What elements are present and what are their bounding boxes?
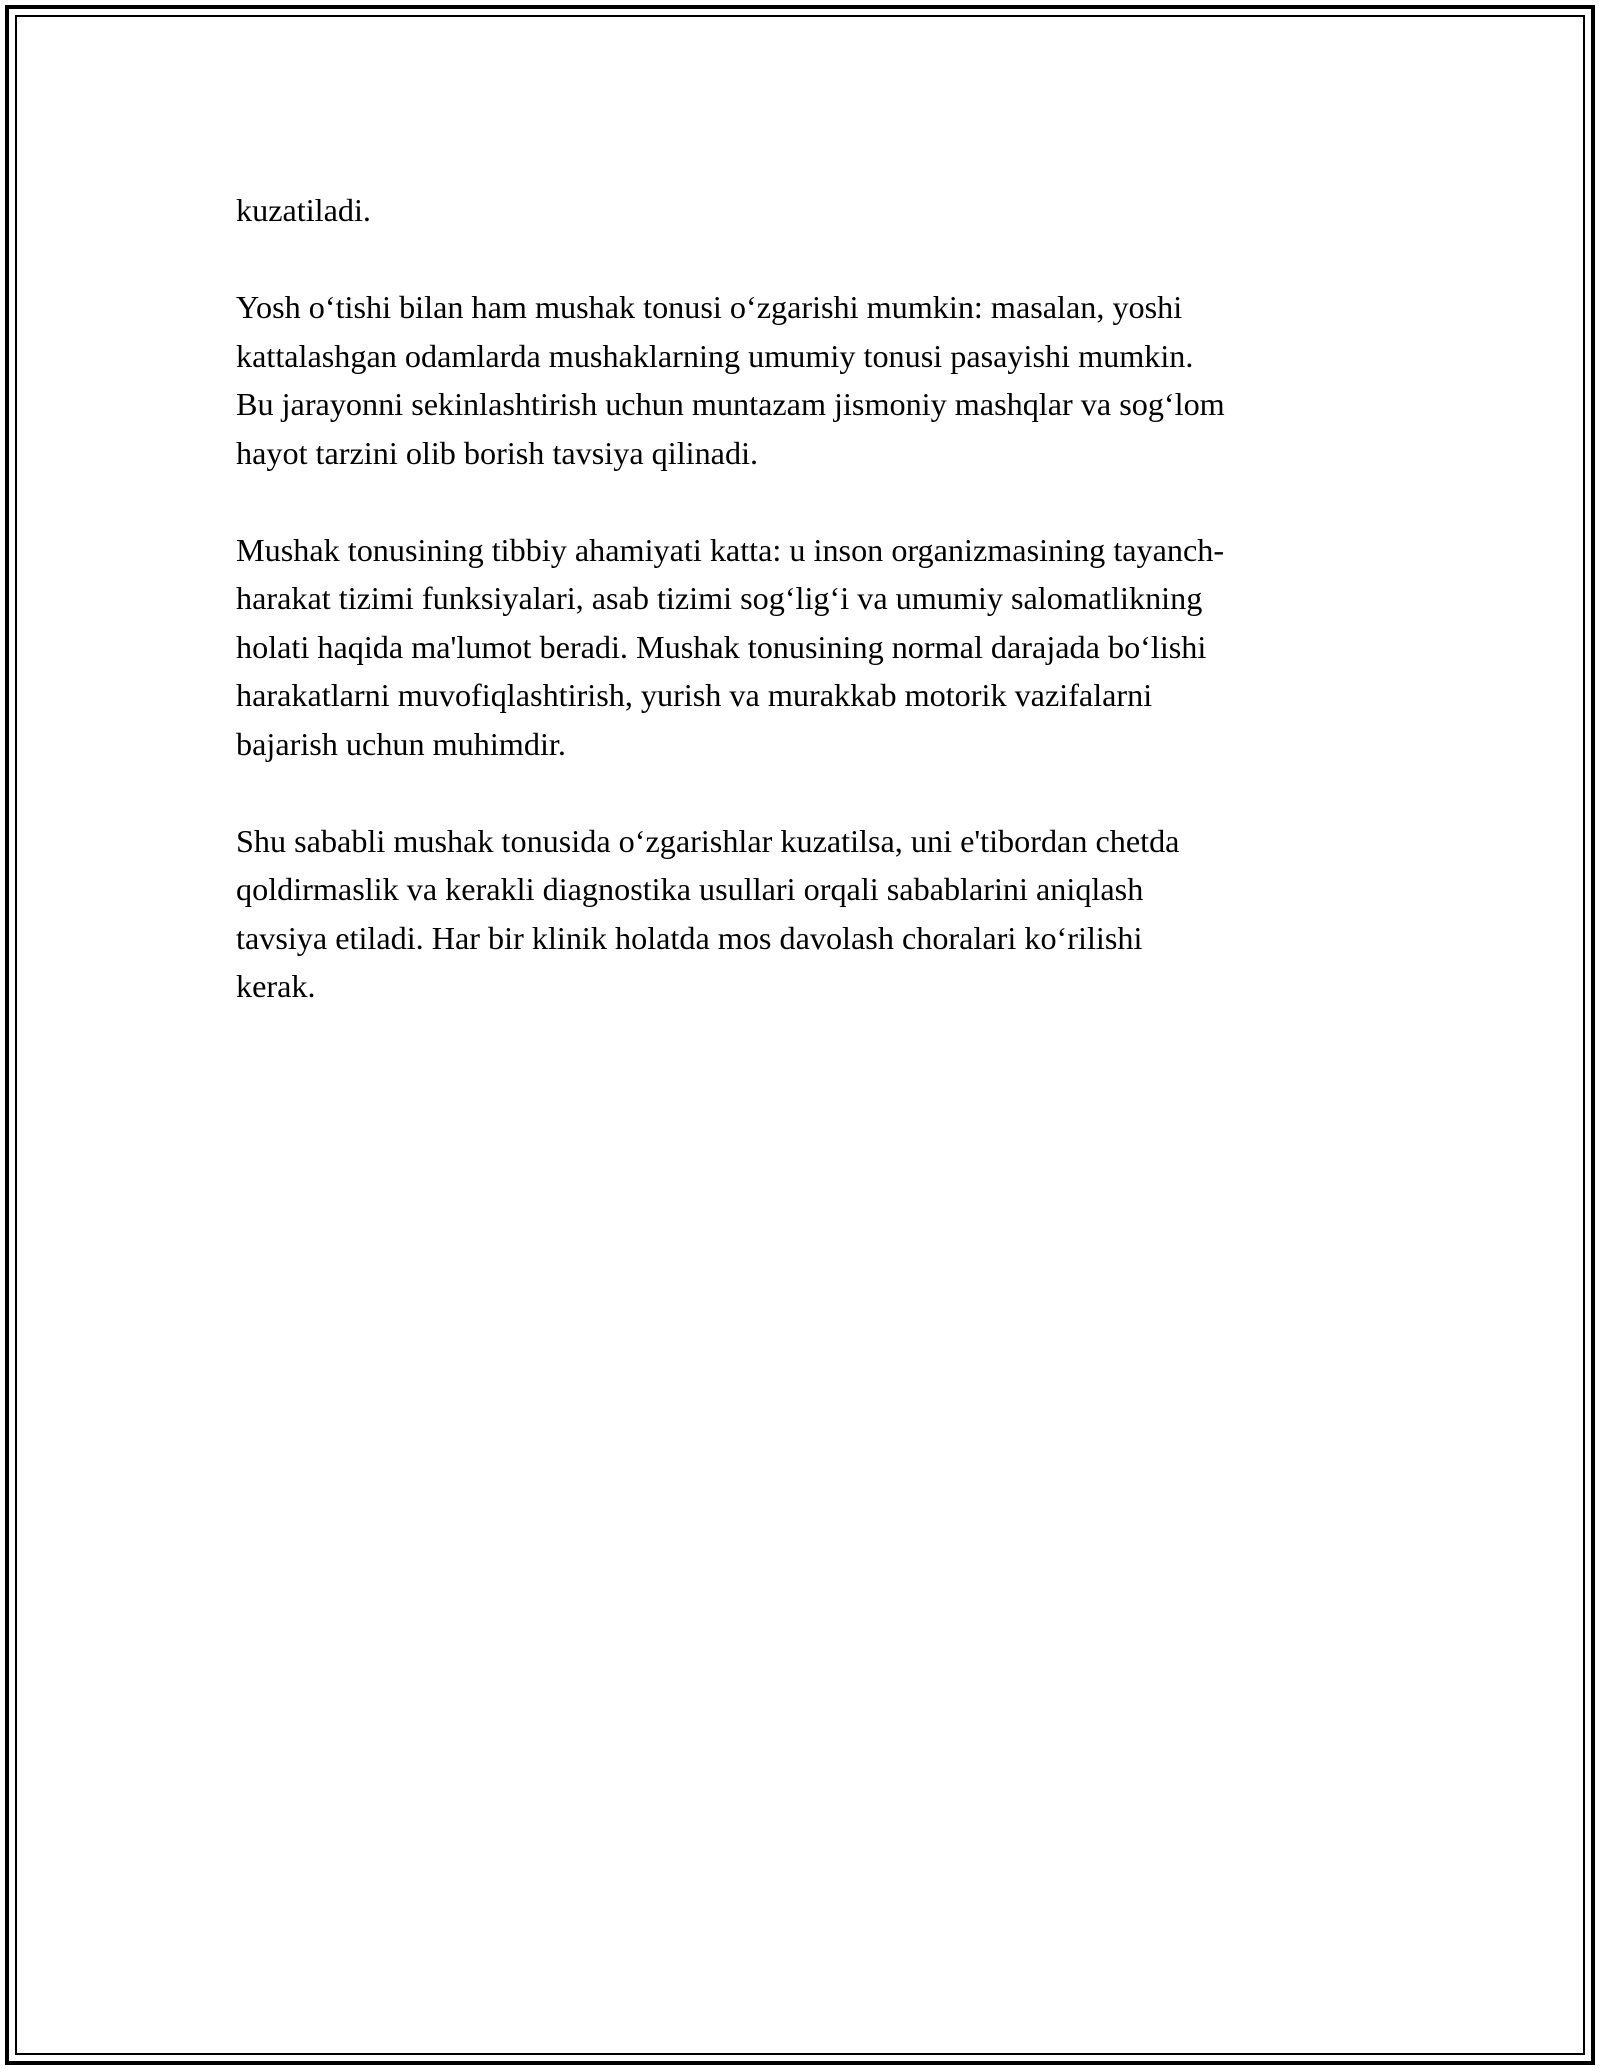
paragraph-2 bbox=[236, 283, 1366, 477]
text-line: Bu jarayonni sekinlashtirish uchun muntazam jismoniy mashqlar va sog‘lom bbox=[236, 386, 1225, 422]
text-line: harakat tizimi funksiyalari, asab tizimi sog‘lig‘i va umumiy salomatlikning bbox=[236, 580, 1203, 616]
text-line: qoldirmaslik va kerakli diagnostika usullari orqali sabablarini aniqlash bbox=[236, 871, 1144, 907]
text-line: holati haqida ma'lumot beradi. Mushak tonusining normal darajada bo‘lishi bbox=[236, 628, 1207, 665]
text-line: harakatlarni muvofiqlashtirish, yurish va murakkab motorik vazifalarni bbox=[236, 677, 1153, 713]
text-line: Shu sababli mushak tonusida o‘zgarishlar kuzatilsa, uni e'tibordan chetda bbox=[236, 822, 1180, 859]
text-line: kerak. bbox=[236, 968, 316, 1004]
text-line: hayot tarzini olib borish tavsiya qilinadi. bbox=[236, 434, 759, 471]
text-line: bajarish uchun muhimdir. bbox=[236, 725, 566, 762]
text-line: tavsiya etiladi. Har bir klinik holatda mos davolash choralari ko‘rilishi bbox=[236, 919, 1143, 956]
document-body bbox=[236, 186, 1366, 1059]
text-line: kuzatiladi. bbox=[236, 192, 371, 228]
text-line: kattalashgan odamlarda mushaklarning umumiy tonusi pasayishi mumkin. bbox=[236, 337, 1194, 374]
text-line: Yosh o‘tishi bilan ham mushak tonusi o‘zgarishi mumkin: masalan, yoshi bbox=[236, 289, 1183, 325]
paragraph-3 bbox=[236, 526, 1366, 769]
paragraph-4 bbox=[236, 817, 1366, 1011]
paragraph-1 bbox=[236, 186, 1366, 235]
text-line: Mushak tonusining tibbiy ahamiyati katta: u inson organizmasining tayanch- bbox=[236, 531, 1225, 568]
